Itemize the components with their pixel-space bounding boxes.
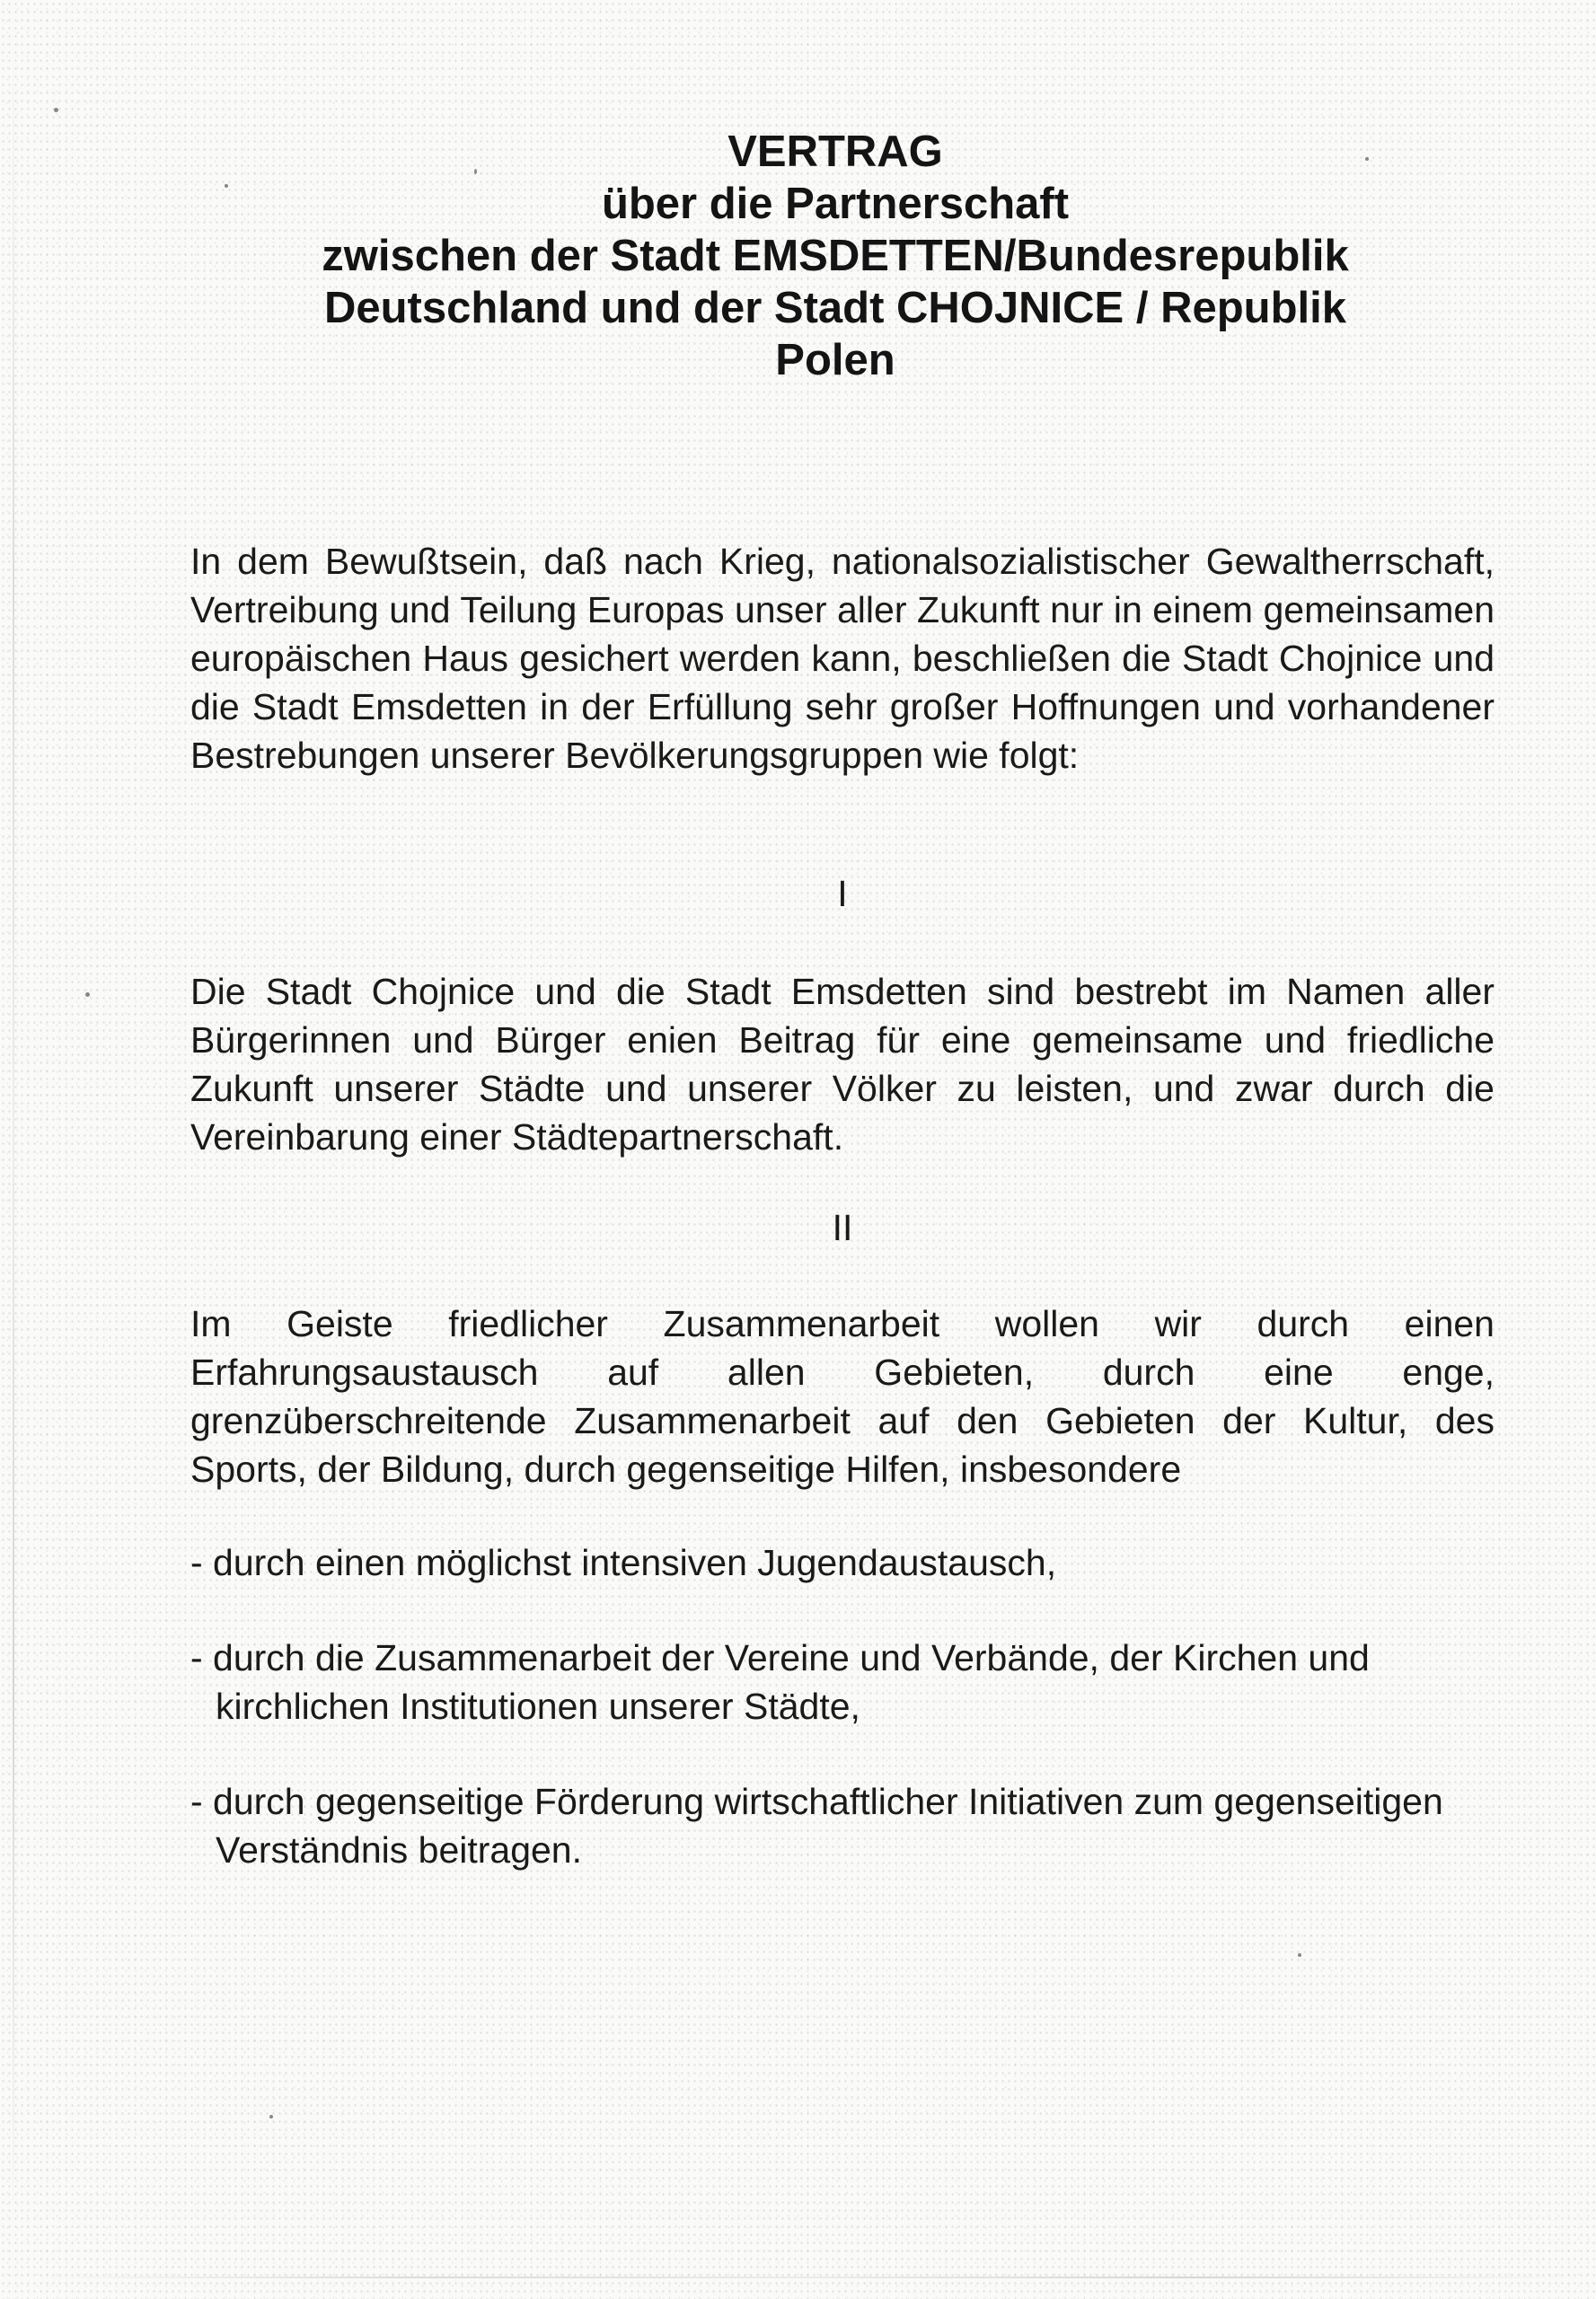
bullet-item: - durch einen möglichst intensiven Jugendaustausch, xyxy=(190,1542,1057,1583)
scan-speck xyxy=(269,2115,273,2118)
document-title xyxy=(180,126,1491,386)
title-line: über die Partnerschaft xyxy=(601,180,1070,228)
title-line: zwischen der Stadt EMSDETTEN/Bundesrepublik xyxy=(322,232,1349,280)
scan-edge-left xyxy=(13,36,14,2227)
section-numeral-i: I xyxy=(837,873,848,914)
scan-speck xyxy=(1298,1953,1301,1957)
section-numeral-ii: II xyxy=(832,1207,853,1248)
section-i-paragraph: Die Stadt Chojnice und die Stadt Emsdetten sind bestrebt im Namen aller Bürgerinnen und Bürger enien Beitrag für eine gemeinsame und friedliche Zukunft unserer Städte und unserer Völker zu leisten, und zwar durch die Vereinbarung einer Städtepartnerschaft. xyxy=(190,971,1495,1158)
title-line: VERTRAG xyxy=(727,128,943,176)
scan-speck xyxy=(85,992,90,997)
bullet-item: - durch die Zusammenarbeit der Vereine und Verbände, der Kirchen und kirchlichen Institutionen unserer Städte, xyxy=(190,1637,1370,1727)
scan-edge-bottom xyxy=(36,2277,1581,2278)
title-line: Deutschland und der Stadt CHOJNICE / Republik xyxy=(323,284,1346,332)
scan-speck xyxy=(54,108,58,112)
title-line: Polen xyxy=(775,336,895,384)
preamble-paragraph: In dem Bewußtsein, daß nach Krieg, nationalsozialistischer Gewaltherrschaft, Vertreibung und Teilung Europas unser aller Zukunft nur in einem gemeinsamen europäischen Haus gesichert werden kann, beschließen die Stadt Chojnice und die Stadt Emsdetten in der Erfüllung sehr großer Hoffnungen und vorhandener Bestrebungen unserer Bevölkerungsgruppen wie folgt: xyxy=(190,541,1495,776)
bullet-item: - durch gegenseitige Förderung wirtschaftlicher Initiativen zum gegenseitigen Verständnis beitragen. xyxy=(190,1781,1443,1871)
section-ii-paragraph: Im Geiste friedlicher Zusammenarbeit wollen wir durch einen Erfahrungsaustausch auf allen Gebieten, durch eine enge, grenzüberschreitende Zusammenarbeit auf den Gebieten der Kultur, des Sports, der Bildung, durch gegenseitige Hilfen, insbesondere xyxy=(190,1303,1495,1490)
